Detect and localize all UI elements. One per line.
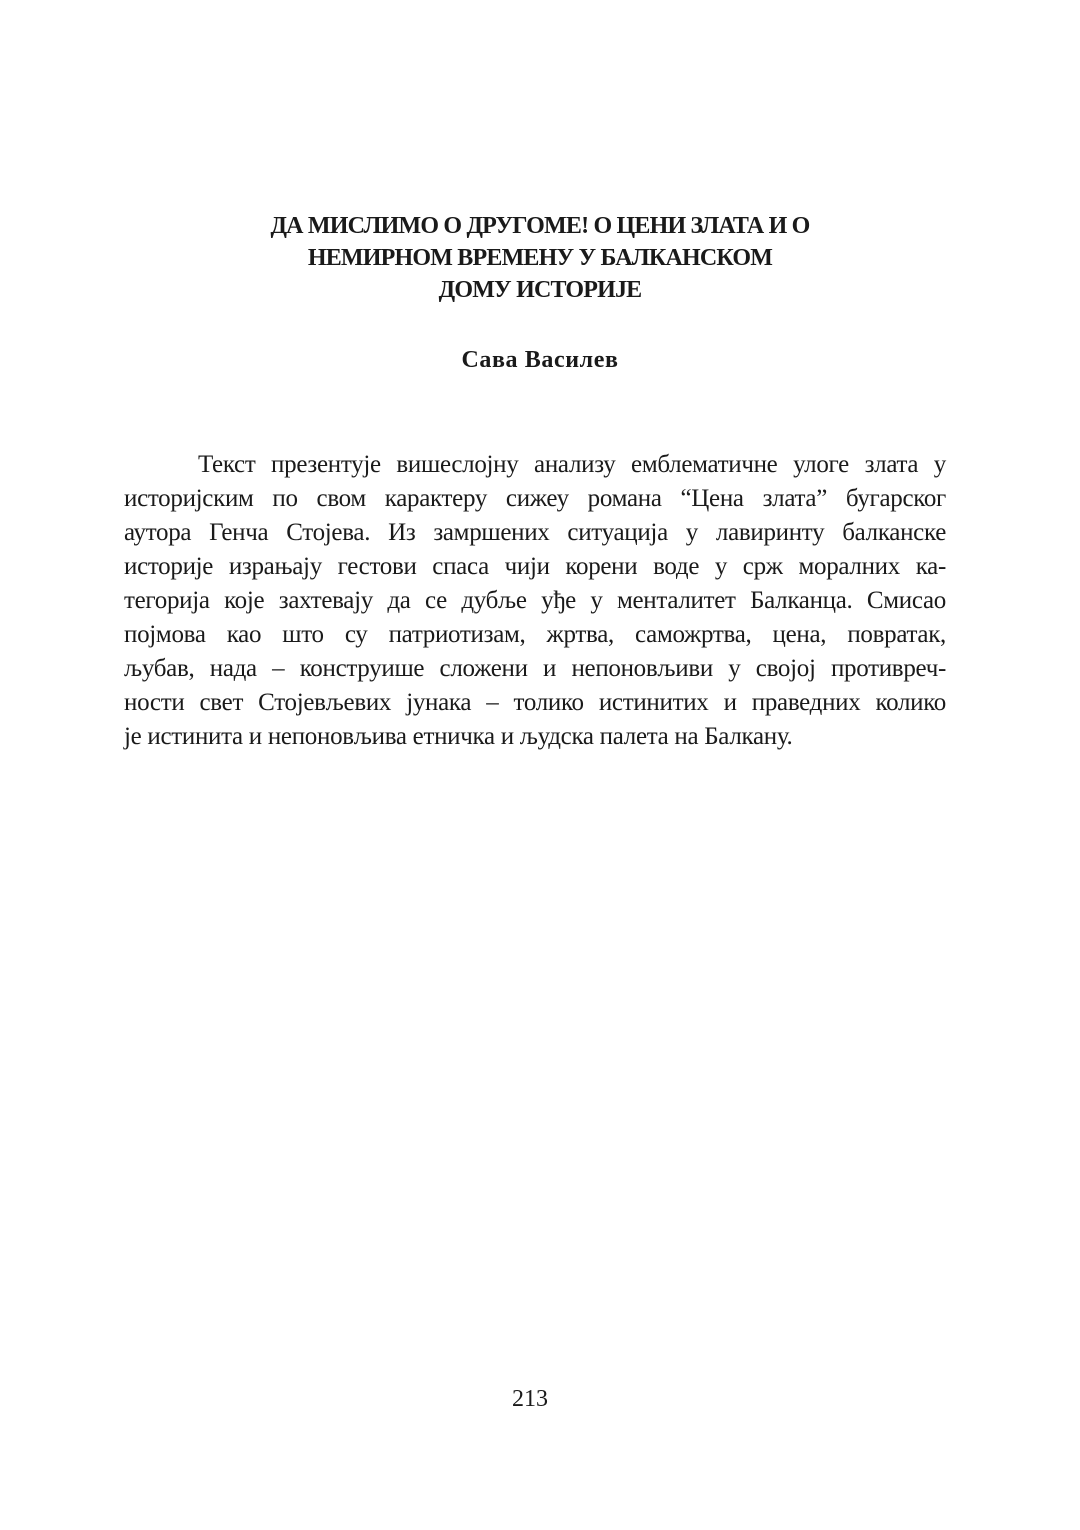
abstract-line: историјским по свом карактеру сижеу романа “Цена злата” бугарског — [124, 485, 946, 512]
abstract-line: аутора Генча Стојева. Из замршених ситуација у лавиринту балканске — [124, 519, 946, 546]
abstract-line: тегорија које захтевају да се дубље уђе у менталитет Балканца. Смисао — [124, 587, 946, 614]
page-number: 213 — [512, 1386, 548, 1412]
abstract-line: Текст презентује вишеслојну анализу емблематичне улоге злата у — [198, 451, 946, 478]
abstract-line: ности свет Стојевљевих јунака – толико истинитих и праведних колико — [124, 689, 946, 716]
article-title — [130, 210, 950, 306]
abstract-line: љубав, нада – конструише сложени и непоновљиви у својој противреч- — [124, 655, 946, 682]
article-author: Сава Василев — [461, 347, 619, 373]
abstract-line: је истинита и непоновљива етничка и људска палета на Балкану. — [124, 723, 793, 750]
title-line: ДА МИСЛИМО О ДРУГОМЕ! О ЦЕНИ ЗЛАТА И О — [270, 213, 810, 239]
abstract-paragraph — [124, 448, 946, 754]
abstract-line: историје израњају гестови спаса чији корени воде у срж моралних ка- — [124, 553, 946, 580]
title-line: НЕМИРНОМ ВРЕМЕНУ У БАЛКАНСКОМ — [307, 245, 773, 271]
title-line: ДОМУ ИСТОРИЈЕ — [438, 277, 642, 303]
abstract-line: појмова као што су патриотизам, жртва, саможртва, цена, повратак, — [124, 621, 946, 648]
